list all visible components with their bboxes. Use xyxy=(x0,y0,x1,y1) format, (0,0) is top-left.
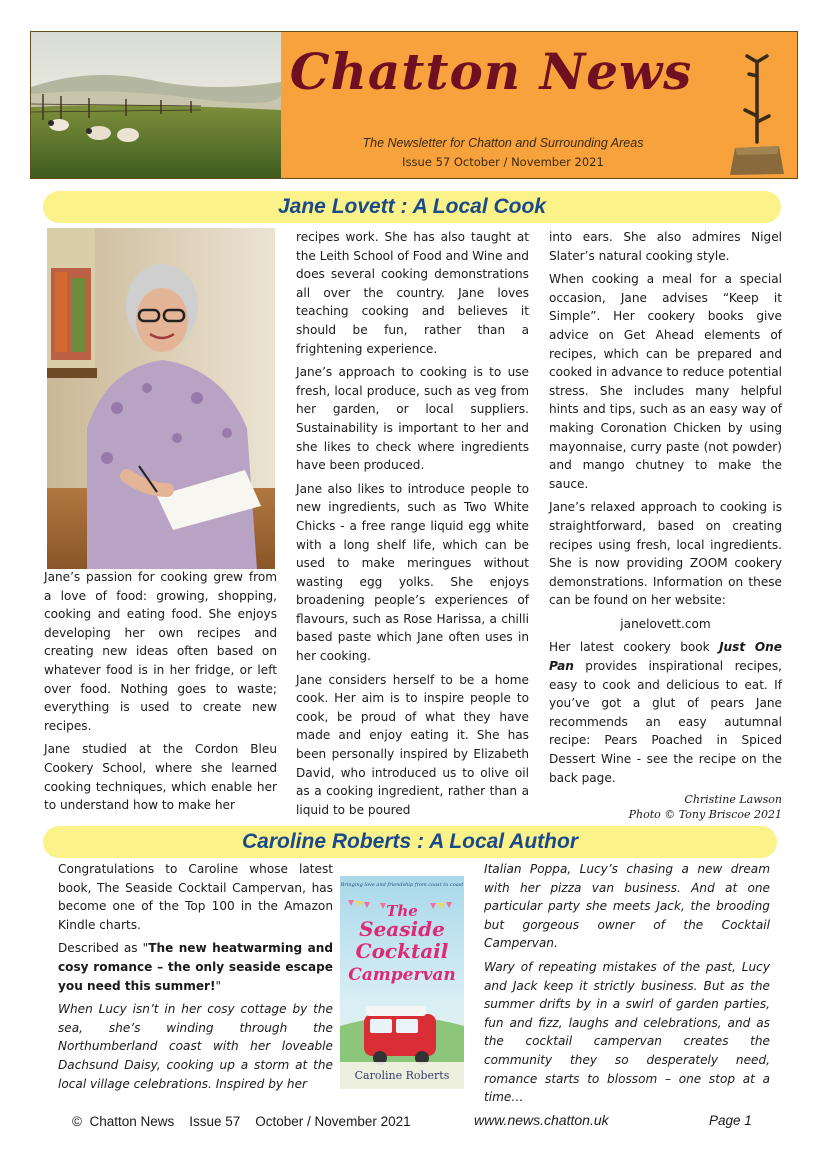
book-cover-title-line: The xyxy=(386,902,418,920)
book-cover xyxy=(340,876,464,1089)
paragraph xyxy=(549,638,782,787)
photo-credit: Photo © Tony Briscoe 2021 xyxy=(628,808,782,822)
text: " xyxy=(215,978,222,993)
author-signature: Christine Lawson xyxy=(684,793,782,807)
masthead-subtitle: The Newsletter for Chatton and Surrounding Areas xyxy=(362,136,644,150)
paragraph: Italian Poppa, Lucy’s chasing a new dream with her pizza van business. And at one particular party she meets Jack, the brooding but gorgeous owner of the Cocktail Campervan. xyxy=(484,862,770,951)
book-quote: The new heatwarming and cosy romance – the only seaside escape you need this summer! xyxy=(58,941,334,993)
paragraph: recipes work. She has also taught at the Leith School of Food and Wine and does several cooking demonstrations all over the country. Jane loves teaching cooking and believes it should be fun, rather than a frightening experience. xyxy=(296,230,529,356)
article1-column-1 xyxy=(44,568,277,820)
book-cover-author: Caroline Roberts xyxy=(354,1069,450,1082)
text: provides inspirational recipes, easy to cook and delicious to eat. If you’ve got a glut of pears Jane recommends an easy autumnal recipe: Pears Poached in Spiced Dessert Wine - see the recipe on the back page. xyxy=(549,659,782,785)
section-heading-caroline-roberts: Caroline Roberts : A Local Author xyxy=(43,826,777,858)
book-cover-title-line: Seaside xyxy=(359,917,445,941)
sculpture-logo xyxy=(727,54,787,176)
article1-column-2 xyxy=(296,228,529,824)
text: Described as " xyxy=(58,941,149,956)
paragraph xyxy=(58,939,333,995)
paragraph: Jane’s approach to cooking is to use fresh, local produce, such as veg from her garden, or local suppliers. Sustainability is important to her and she likes to check where ingredients have been produced. xyxy=(296,365,529,473)
masthead-landscape-photo xyxy=(31,32,281,178)
paragraph: Wary of repeating mistakes of the past, Lucy and Jack keep it strictly business. But as the summer drifts by in a swirl of garden parties, fun and fizz, laughs and celebrations, and as the cocktail campervan creates the community they so desperately need, romance starts to blossom – one stop at a time… xyxy=(484,959,770,1105)
paragraph: Jane also likes to introduce people to new ingredients, such as Two White Chicks - a free range liquid egg white with a long shelf life, which can be used to make meringues without wasting egg yolks. She enjoys broadening people’s experiences of flavours, such as Rose Harissa, a chilli based paste which Jane often uses in her cooking. xyxy=(296,481,529,664)
paragraph: into ears. She also admires Nigel Slater’s natural cooking style. xyxy=(549,230,782,263)
paragraph: Jane’s relaxed approach to cooking is straightforward, based on creating recipes using fresh, local ingredients. She is now providing ZOOM cookery demonstrations. Information on these can be found on her website: xyxy=(549,500,782,608)
article2-column-2 xyxy=(484,860,770,1112)
footer-copyright: © Chatton News Issue 57 October / November 2021 xyxy=(72,1114,411,1129)
footer-page-number: Page 1 xyxy=(709,1113,752,1128)
section-heading-jane-lovett: Jane Lovett : A Local Cook xyxy=(43,191,781,223)
paragraph: Congratulations to Caroline whose latest book, The Seaside Cocktail Campervan, has become one of the Top 100 in the Amazon Kindle charts. xyxy=(58,862,333,932)
website-link[interactable]: janelovett.com xyxy=(620,616,711,631)
paragraph: Jane studied at the Cordon Bleu Cookery School, where she learned cooking techniques, which enable her to understand how to make her xyxy=(44,742,277,813)
article1-column-3 xyxy=(549,228,782,822)
article2-column-1 xyxy=(58,860,333,1098)
jane-lovett-photo xyxy=(47,228,275,569)
footer-website-link[interactable]: www.news.chatton.uk xyxy=(474,1112,609,1128)
paragraph: Jane considers herself to be a home cook. Her aim is to inspire people to cook, be proud of what they have made and enjoy eating it. She has been personally inspired by Elizabeth David, who introduced us to olive oil as a cooking ingredient, rather than a liquid to be poured xyxy=(296,672,529,817)
masthead-issue-line: Issue 57 October / November 2021 xyxy=(402,155,604,169)
book-cover-title-line: Campervan xyxy=(348,965,456,985)
masthead-title: Chatton News xyxy=(289,42,693,101)
paragraph: Jane’s passion for cooking grew from a love of food: growing, shopping, cooking and eating food. She enjoys developing her own recipes and creating new ideas often based on whatever food is in her fridge, or left over food. Nothing goes to waste; everything is used to create new recipes. xyxy=(44,570,277,733)
text: Her latest cookery book xyxy=(549,640,720,655)
book-tagline: Bringing love and friendship from coast to coast xyxy=(340,882,464,888)
masthead xyxy=(30,31,798,179)
paragraph: When Lucy isn’t in her cosy cottage by the sea, she’s winding through the Northumberland coast with her loveable Dachsund Daisy, cooking up a storm at the local village celebrations. Inspired by her xyxy=(58,1002,333,1091)
paragraph: When cooking a meal for a special occasion, Jane advises “Keep it Simple”. Her cookery books give advice on Get Ahead elements of recipes, which can be prepared and cooked in advance to reduce potential stress. She includes many helpful hints and tips, such as an easy way of making Coronation Chicken by using mayonnaise, curry paste (not powder) and mango chutney to make the sauce. xyxy=(549,272,782,491)
book-cover-title-line: Cocktail xyxy=(355,939,449,963)
book-title: Just One Pan xyxy=(549,640,782,674)
